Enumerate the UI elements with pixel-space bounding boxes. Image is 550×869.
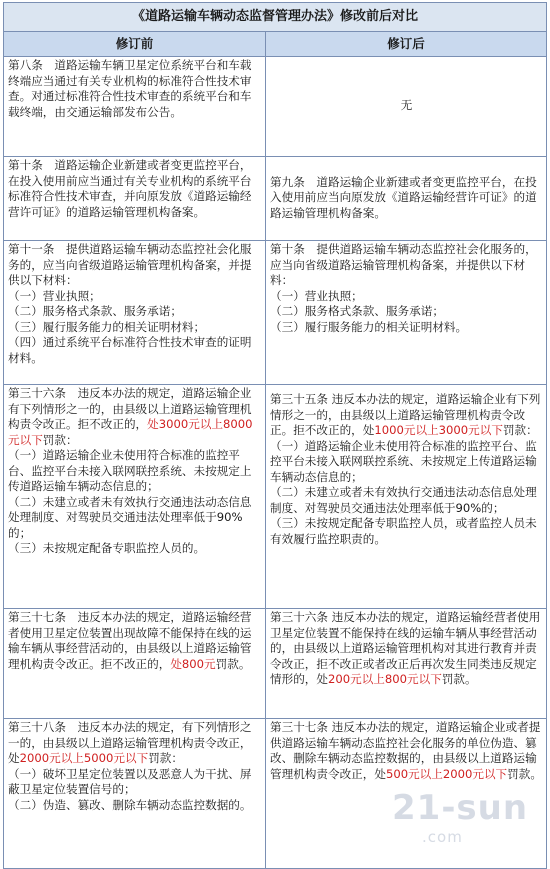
- penalty-amount: 2000元以上5000元以下: [19, 751, 149, 765]
- comparison-document: [3, 2, 547, 869]
- table-row: [4, 57, 547, 157]
- table-row: [4, 157, 547, 241]
- before-cell: [4, 385, 266, 609]
- table-title: 《道路运输车辆动态监督管理办法》修改前后对比: [4, 3, 547, 32]
- clause-text: 无: [400, 98, 413, 113]
- before-cell: [4, 719, 266, 869]
- before-cell: [4, 57, 266, 157]
- watermark-domain: .com: [422, 828, 463, 846]
- penalty-amount: 500元以上2000元以下: [385, 766, 508, 781]
- clause-text: 第八条 道路运输车辆卫星定位系统平台和车载终端应当通过有关专业机构的标准符合性技术审查。对通过标准符合性技术审查的系统平台和车载终端，由交通运输部发布公告。: [8, 58, 252, 119]
- after-cell: [266, 719, 547, 869]
- clause-item: （二）服务格式条款、服务承诺；: [270, 304, 444, 318]
- clause-text: 第十条 道路运输企业新建或者变更监控平台，在投入使用前应当通过有关专业机构的系统平台标准符合性技术审查，并向原发放《道路运输经营许可证》的道路运输管理机构备案。: [8, 158, 252, 219]
- table-row: [4, 241, 547, 385]
- clause-text: [270, 720, 543, 782]
- clause-text-part: 第三十六条 违反本办法的规定，道路运输经营者使用卫星定位装置不能保持在线的运输车辆从事经营活动的，由县级以上道路运输管理机构对其进行教育并责令改正，拒不改正或者改正后再次发生同类违反规定情形的，处: [270, 610, 541, 686]
- clause-text-part: 第三十八条 违反本办法的规定，有下列情形之一的，由县级以上道路运输管理机构责令改正，处: [8, 720, 252, 765]
- table-row: [4, 719, 547, 869]
- clause-text: [8, 386, 262, 448]
- before-cell: [4, 157, 266, 241]
- column-header-after: 修订后: [266, 32, 547, 57]
- clause-item: （二）未建立或者未有效执行交通违法动态信息处理制度、对驾驶员交通违法处理率低于90%的；: [270, 485, 537, 515]
- clause-text-part: 罚款。: [441, 672, 477, 686]
- column-header-before: 修订前: [4, 32, 266, 57]
- clause-item: （一）道路运输企业未使用符合标准的监控平台、监控平台未接入联网联控系统、未按规定上传道路运输车辆动态信息的；: [8, 448, 252, 493]
- clause-text-part: 罚款：: [502, 423, 538, 437]
- clause-text: [8, 610, 262, 672]
- header-row: [4, 32, 547, 57]
- clause-text: 第十条 提供道路运输车辆动态监控社会化服务的，应当向省级道路运输管理机构备案，并提供以下材料：: [270, 242, 537, 287]
- penalty-amount: 处800元: [170, 656, 216, 671]
- penalty-amount: 200元以上800元以下: [327, 672, 442, 686]
- clause-item: （一）营业执照；: [8, 288, 101, 303]
- after-cell: [266, 385, 547, 609]
- clause-text: 第九条 道路运输企业新建或者变更监控平台，在投入使用前应当向原发放《道路运输经营许可证》的道路运输管理机构备案。: [270, 174, 537, 220]
- clause-text-part: 罚款：: [42, 432, 78, 447]
- clause-text: [270, 610, 543, 688]
- clause-text-part: 罚款。: [507, 766, 542, 781]
- before-cell: [4, 241, 266, 385]
- clause-text-part: 第三十五条 违反本办法的规定，道路运输企业有下列情形之一的，由县级以上道路运输管理机构责令改正。拒不改正的，处: [270, 392, 541, 437]
- clause-text: [270, 392, 543, 439]
- comparison-table: [3, 2, 547, 869]
- clause-item: （三）履行服务能力的相关证明材料；: [8, 319, 206, 334]
- clause-text-part: 第三十六条 违反本办法的规定，道路运输企业有下列情形之一的，由县级以上道路运输管理机构责令改正。拒不改正的，: [8, 386, 252, 431]
- clause-text: [8, 720, 262, 767]
- after-cell: [266, 57, 547, 157]
- clause-item: （一）营业执照；: [270, 288, 363, 303]
- clause-text-part: 罚款。: [215, 656, 251, 671]
- after-cell: [266, 157, 547, 241]
- clause-item: （二）伪造、篡改、删除车辆动态监控数据的。: [8, 797, 252, 812]
- clause-item: （一）破坏卫星定位装置以及恶意人为干扰、屏蔽卫星定位装置信号的；: [8, 766, 252, 796]
- clause-item: （三）履行服务能力的相关证明材料。: [270, 319, 468, 334]
- clause-item: （一）道路运输企业未使用符合标准的监控平台、监控平台未接入联网联控系统、未按规定上传道路运输车辆动态信息的；: [270, 438, 537, 484]
- table-row: [4, 609, 547, 719]
- clause-text-part: 第三十七条 违反本办法的规定，道路运输企业或者提供道路运输车辆动态监控社会化服务的单位伪造、篡改、删除车辆动态监控数据的，由县级以上道路运输管理机构责令改正，处: [270, 720, 541, 781]
- clause-item: （二）服务格式条款、服务承诺；: [8, 304, 182, 318]
- penalty-amount: 1000元以上3000元以下: [374, 423, 503, 437]
- watermark-logo: 21-sun: [392, 788, 529, 828]
- clause-text-part: 第三十七条 违反本办法的规定，道路运输经营者使用卫星定位装置出现故障不能保持在线的运输车辆从事经营活动的，由县级以上道路运输管理机构责令改正。拒不改正的，: [8, 610, 252, 671]
- clause-item: （三）未按规定配备专职监控人员的。: [8, 541, 206, 555]
- table-row: [4, 385, 547, 609]
- penalty-amount: 处3000元以上8000元以下: [8, 417, 253, 447]
- clause-item: （四）通过系统平台标准符合性技术审查的证明材料。: [8, 335, 252, 365]
- clause-text-part: 罚款：: [148, 751, 183, 765]
- clause-item: （二）未建立或者未有效执行交通违法动态信息处理制度、对驾驶员交通违法处理率低于90%的；: [8, 494, 252, 540]
- title-row: [4, 3, 547, 32]
- before-cell: [4, 609, 266, 719]
- clause-item: （三）未按规定配备专职监控人员，或者监控人员未有效履行监控职责的。: [270, 516, 537, 546]
- clause-text: 第十一条 提供道路运输车辆动态监控社会化服务的，应当向省级道路运输管理机构备案，并提供以下材料：: [8, 242, 252, 287]
- after-cell: [266, 241, 547, 385]
- after-cell: [266, 609, 547, 719]
